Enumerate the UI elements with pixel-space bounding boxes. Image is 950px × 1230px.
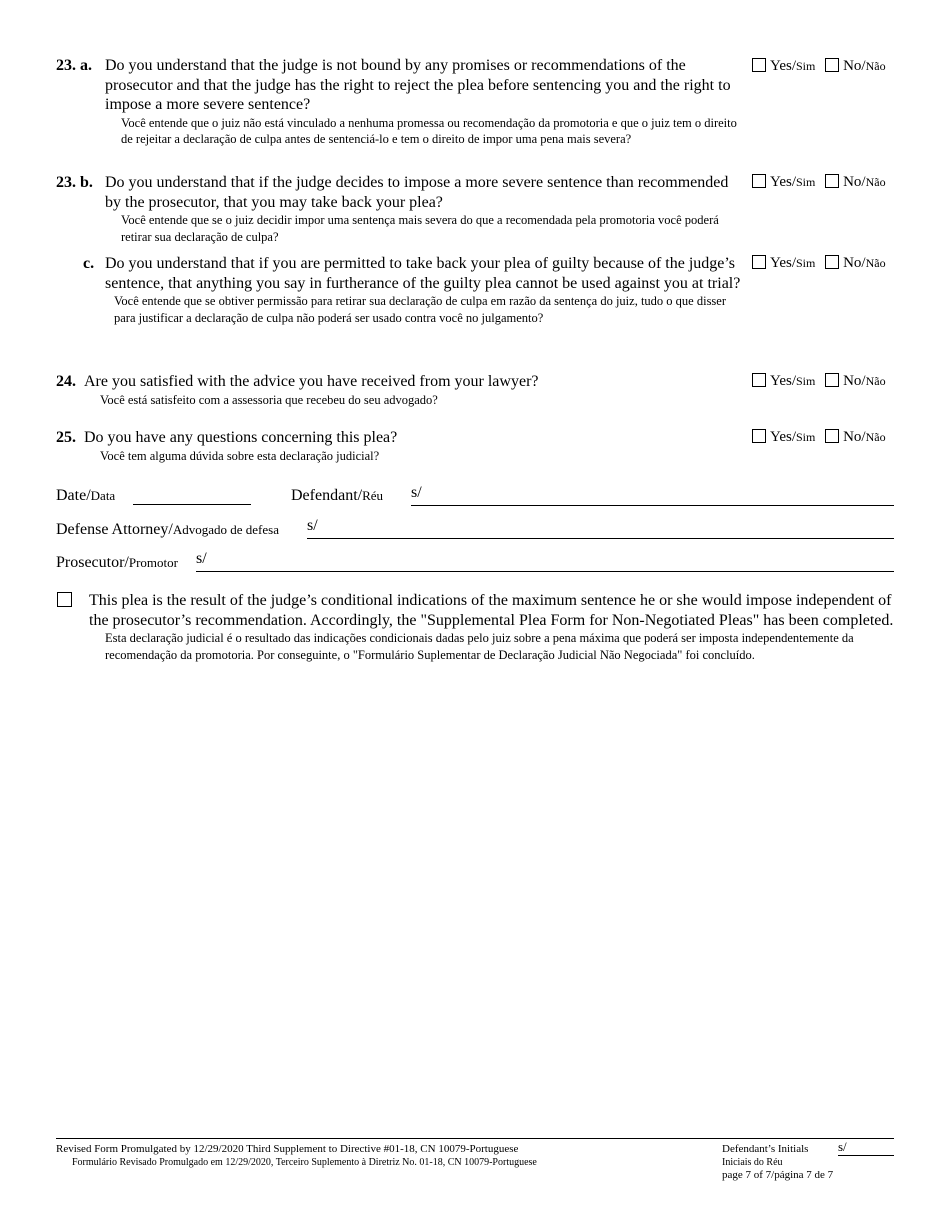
question-24 (56, 372, 746, 408)
yes-no-25: Yes/Sim No/Não (752, 428, 886, 446)
yes-checkbox[interactable] (752, 58, 766, 72)
question-text-pt: Você entende que o juiz não está vinculado a nenhuma promessa ou recomendação da promotoria e que o juiz tem o direito de rejeitar a declaração de culpa antes de sentenciá-lo e tem o direito de impor uma pena mais severa? (121, 115, 737, 146)
initials-field[interactable] (838, 1155, 894, 1156)
yes-no-23a: Yes/Sim No/Não (752, 57, 886, 75)
attorney-label: Defense Attorney/Advogado de defesa (56, 521, 279, 538)
conditional-text-pt: Esta declaração judicial é o resultado das indicações condicionais dadas pelo juiz sobre a pena máxima que poderá ser imposta independentemente da recomendação da promotoria. Por conseguinte, o "Formulário Suplementar de Declaração Judicial Não Negociada" foi concluído. (105, 631, 854, 662)
attorney-signature-field[interactable] (307, 538, 894, 539)
question-text-en: Do you have any questions concerning this plea? (84, 429, 398, 446)
question-text-en: Do you understand that the judge is not bound by any promises or recommendations of the prosecutor and that the judge has the right to reject the plea before sentencing you and the right to impose a more severe sentence? (105, 57, 731, 113)
question-23c (56, 254, 746, 326)
yes-checkbox[interactable] (752, 174, 766, 188)
footer-initials: Defendant’s Initials Iniciais do Réu page 7 of 7/página 7 de 7 (722, 1143, 894, 1182)
date-label: Date/Data (56, 487, 116, 504)
yes-no-23c: Yes/Sim No/Não (752, 254, 886, 272)
page-number: page 7 of 7/página 7 de 7 (722, 1169, 834, 1181)
question-number: 23. a. (56, 57, 92, 74)
prosecutor-label: Prosecutor/Promotor (56, 554, 178, 571)
question-text-en: Do you understand that if the judge decides to impose a more severe sentence than recommended by the prosecutor, that you may take back your plea? (105, 174, 729, 211)
question-text-pt: Você está satisfeito com a assessoria que recebeu do seu advogado? (100, 392, 438, 407)
question-text-pt: Você entende que se o juiz decidir impor uma sentença mais severa do que a recomendada pela promotoria você poderá retirar sua declaração de culpa? (121, 213, 719, 244)
yes-no-24: Yes/Sim No/Não (752, 372, 886, 390)
question-number: 25. (56, 429, 76, 446)
no-checkbox[interactable] (825, 255, 839, 269)
prosecutor-signature: s/ (196, 550, 207, 567)
no-checkbox[interactable] (825, 174, 839, 188)
yes-checkbox[interactable] (752, 255, 766, 269)
question-number: c. (83, 255, 95, 272)
question-text-pt: Você entende que se obtiver permissão para retirar sua declaração de culpa em razão da sentença do juiz, tudo o que disser para justificar a declaração de culpa não poderá ser usado contra você no julgamento? (114, 294, 727, 325)
footer-revision: Revised Form Promulgated by 12/29/2020 Third Supplement to Directive #01-18, CN 10079-Portuguese Formulário Revisado Promulgado em 12/29/2020, Terceiro Suplemento à Diretriz No. 01-18, CN 10079-Portuguese (56, 1143, 537, 1168)
no-checkbox[interactable] (825, 429, 839, 443)
yes-no-23b: Yes/Sim No/Não (752, 173, 886, 191)
date-field[interactable] (133, 504, 251, 505)
defendant-label: Defendant/Réu (291, 487, 384, 504)
defendant-signature-field[interactable] (411, 505, 894, 506)
yes-checkbox[interactable] (752, 429, 766, 443)
yes-checkbox[interactable] (752, 373, 766, 387)
question-23a (56, 56, 746, 148)
conditional-plea-checkbox[interactable] (57, 592, 72, 607)
question-number: 23. b. (56, 174, 93, 191)
question-text-en: Are you satisfied with the advice you have received from your lawyer? (84, 373, 539, 390)
defendant-signature: s/ (411, 484, 422, 501)
question-25 (56, 428, 746, 464)
conditional-text-en: This plea is the result of the judge’s conditional indications of the maximum sentence he or she would impose independent of the prosecutor’s recommendation. Accordingly, the "Supplemental Plea Form for Non-Negotiated Pleas" has been completed. (89, 592, 894, 629)
prosecutor-signature-field[interactable] (196, 571, 894, 572)
initials-signature: s/ (838, 1139, 847, 1154)
no-checkbox[interactable] (825, 373, 839, 387)
question-text-pt: Você tem alguma dúvida sobre esta declaração judicial? (100, 448, 380, 463)
footer-rule (56, 1138, 894, 1139)
question-text-en: Do you understand that if you are permitted to take back your plea of guilty because of the judge’s sentence, that anything you say in furtherance of the guilty plea cannot be used against you at trial? (105, 255, 741, 292)
conditional-plea-statement (89, 591, 894, 663)
question-23b (56, 173, 746, 245)
attorney-signature: s/ (307, 517, 318, 534)
question-number: 24. (56, 373, 76, 390)
no-checkbox[interactable] (825, 58, 839, 72)
